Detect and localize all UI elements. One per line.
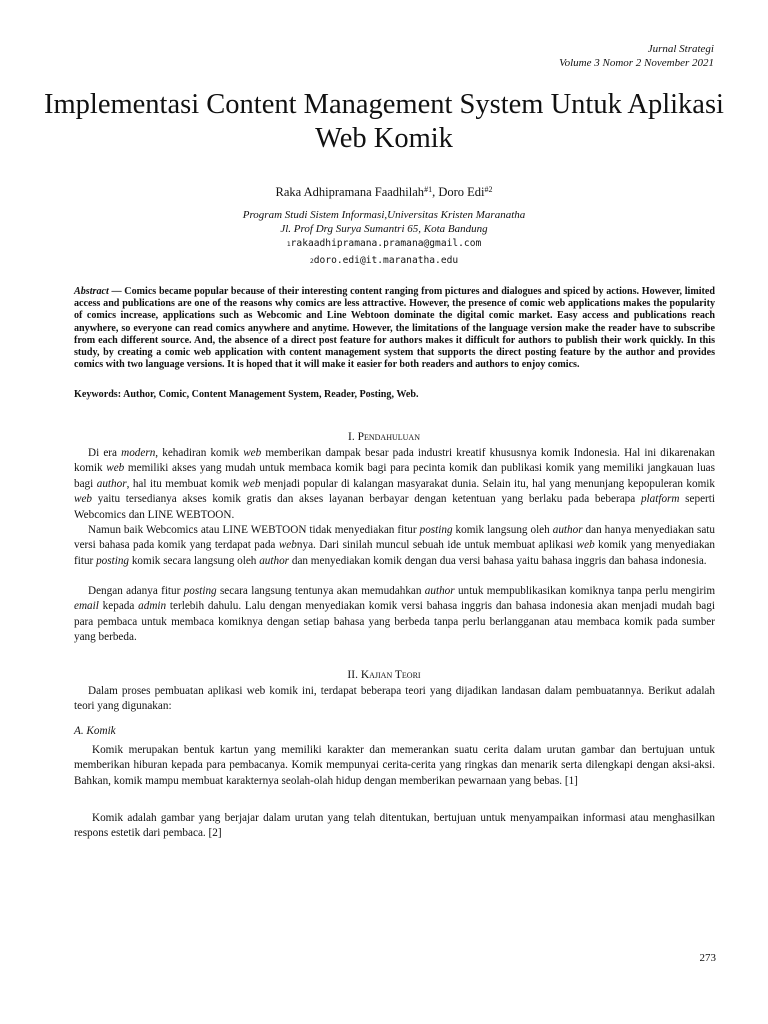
italic-term: web — [242, 477, 261, 490]
body-paragraph: Di era modern, kehadiran komik web memberikan dampak besar pada industri kreatif khususnya komik Indonesia. Hal ini dikarenakan komik web memiliki akses yang mudah untuk membaca komik bagi para pecinta komik dan publikasi komik yang memiliki jangkauan luas bagi author, hal itu membuat komik web menjadi popular di kalangan masyarakat dunia. Selain itu, hal yang menunjang kepopuleran komik web yaitu tersedianya akses komik gratis dan akses layanan berbayar dengan ketentuan yang berlaku pada beberapa platform seperti Webcomics dan LINE WEBTOON. — [74, 447, 715, 521]
italic-term: modern — [121, 447, 156, 459]
journal-issue: Volume 3 Nomor 2 November 2021 — [559, 57, 714, 69]
abstract-dash: — — [108, 286, 125, 297]
abstract — [74, 286, 715, 371]
section-heading: I. Pendahuluan — [348, 431, 420, 443]
author-line — [40, 184, 728, 200]
italic-term: author — [552, 524, 583, 536]
author-email — [40, 237, 728, 251]
section-heading: II. Kajian Teori — [347, 669, 421, 681]
italic-term: web — [278, 539, 297, 552]
author-email — [40, 254, 728, 268]
body-paragraph: Dalam proses pembuatan aplikasi web komik ini, terdapat beberapa teori yang dijadikan landasan dalam pembuatannya. Berikut adalah teori yang digunakan: — [74, 685, 715, 713]
italic-term: admin — [138, 600, 167, 613]
italic-term: web — [106, 462, 125, 475]
body-paragraph: Dengan adanya fitur posting secara langsung tentunya akan memudahkan author untuk mempublikasikan komiknya tanpa perlu mengirim email kepada admin terlebih dahulu. Lalu dengan menyediakan komik versi bahasa inggris dan bahasa indonesia akan menjadi mudah bagi para pembaca untuk membaca komiknya dengan setiap bahasa yang berbeda tanpa perlu berlangganan atau membaca komik pada sumber yang berbeda. — [74, 585, 716, 644]
paper-title: Implementasi Content Management System Untuk Aplikasi Web Komik — [44, 89, 724, 154]
italic-term: posting — [419, 524, 453, 536]
italic-term: web — [74, 493, 93, 506]
journal-name: Jurnal Strategi — [647, 43, 714, 55]
italic-term: posting — [183, 585, 217, 597]
italic-term: posting — [96, 554, 130, 567]
email-mark: 2 — [309, 257, 314, 265]
author-affil-mark: #2 — [484, 185, 493, 194]
italic-term: author — [259, 554, 290, 567]
body-paragraph: Komik adalah gambar yang berjajar dalam urutan yang telah ditentukan, bertujuan untuk menyampaikan informasi atau menghasilkan respons estetik dari pembaca. [2] — [74, 812, 715, 840]
email-mark: 1 — [286, 240, 291, 248]
italic-term: author — [96, 477, 127, 490]
italic-term: web — [576, 539, 595, 552]
journal-header — [559, 42, 714, 70]
author-affil-mark: #1 — [424, 185, 433, 194]
affiliation — [40, 208, 728, 236]
page-number: 273 — [699, 952, 716, 964]
abstract-text: Comics became popular because of their interesting content ranging from pictures and dialogues and spiced by actions. However, limited access and publications are one of the reasons why comics are less attractive. However, the presence of comic web applications makes the popularity of comics increase, applications such as Webcomic and Line Webtoon dominate the digital comic market. Easy access and publications reach anywhere, so everyone can read comics anywhere and anytime. However, the limitations of the language version make the reader have to subscribe from each different source. And, the absence of a direct post feature for authors makes it difficult for authors to publish their work quickly. In this study, by creating a comic web application with content management system that supports the direct posting feature by the author and provides comics with two language versions. It is hoped that it will make it easier for both readers and authors to enjoy comics. — [74, 286, 715, 371]
italic-term: email — [74, 600, 99, 613]
author-separator: , — [432, 185, 439, 199]
affiliation-institution: Program Studi Sistem Informasi,Universitas Kristen Maranatha — [242, 209, 526, 221]
italic-term: author — [424, 585, 455, 597]
author-name: Doro Edi — [438, 185, 485, 199]
author-name: Raka Adhipramana Faadhilah — [275, 185, 425, 199]
italic-term: platform — [640, 493, 680, 506]
email-address: rakaadhipramana.pramana@gmail.com — [290, 238, 482, 249]
body-paragraph: Namun baik Webcomics atau LINE WEBTOON tidak menyediakan fitur posting komik langsung oleh author dan hanya menyediakan satu versi bahasa pada komik yang terdapat pada webnya. Dari sinilah muncul sebuah ide untuk membuat aplikasi web komik yang menyediakan fitur posting komik secara langsung oleh author dan menyediakan komik dengan dua versi bahasa yaitu bahasa inggris dan bahasa indonesia. — [74, 524, 716, 567]
affiliation-address: Jl. Prof Drg Surya Sumantri 65, Kota Bandung — [280, 223, 488, 235]
keywords: Keywords: Author, Comic, Content Management System, Reader, Posting, Web. — [74, 389, 419, 400]
abstract-label: Abstract — [74, 286, 109, 297]
body-paragraph: Komik merupakan bentuk kartun yang memiliki karakter dan memerankan suatu cerita dalam urutan gambar dan bertujuan untuk memberikan hiburan kepada para pembacanya. Komik mempunyai cerita-cerita yang ringkas dan menarik serta dilengkapi dengan aksi-aksi. Bahkan, komik mampu membuat karakternya seolah-olah hidup dengan memberikan pewarnaan yang bebas. [1] — [74, 744, 715, 787]
email-address: doro.edi@it.maranatha.edu — [313, 255, 459, 266]
italic-term: web — [243, 447, 262, 459]
subsection-heading: A. Komik — [74, 725, 116, 737]
